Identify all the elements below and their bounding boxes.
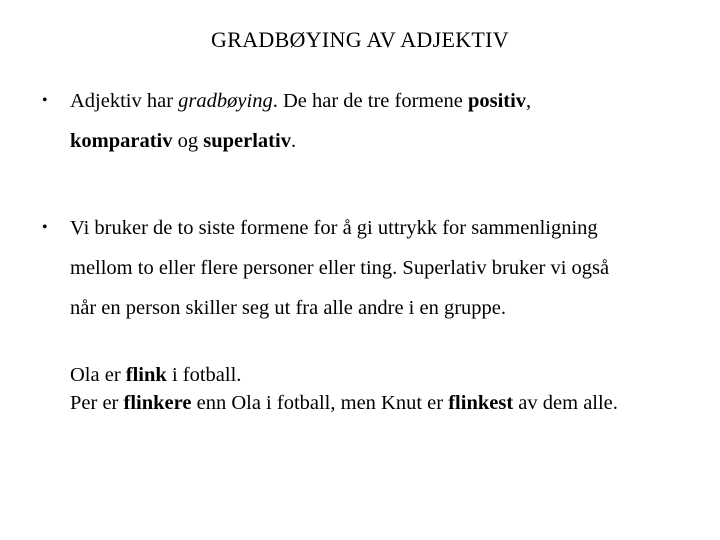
italic-term-gradboying: gradbøying [178,90,273,112]
bullet-text [70,87,690,167]
bullet-line: når en person skiller seg ut fra alle andre i en gruppe. [70,297,507,319]
text-run: i fotball. [166,364,242,386]
bold-term-flink: flink [125,364,167,386]
text-run: av dem alle. [513,392,618,414]
text-run: og [172,130,204,152]
bold-term-superlativ: superlativ [203,130,291,152]
bold-term-flinkest: flinkest [448,392,514,414]
bullet-point-icon: • [42,92,48,109]
example-sentences [70,361,618,417]
text-run: Ola er [70,364,126,386]
text-run: , [526,90,532,112]
bold-term-positiv: positiv [467,90,527,112]
text-run: . De har de tre formene [272,90,468,112]
bold-term-flinkere: flinkere [123,392,192,414]
bullet-text [70,214,690,334]
bullet-point-icon: • [42,219,48,236]
text-run: enn Ola i fotball, men Knut er [191,392,449,414]
bullet-line: Vi bruker de to siste formene for å gi uttrykk for sammenligning [70,217,598,239]
slide-title: GRADBØYING AV ADJEKTIV [211,27,509,52]
text-run: Adjektiv har [70,90,179,112]
bullet-line [70,127,690,155]
example-sentence [70,389,618,417]
text-run: Per er [70,392,124,414]
bold-term-komparativ: komparativ [70,130,173,152]
bullet-line [70,87,690,115]
bullet-line: mellom to eller flere personer eller ting. Superlativ bruker vi også [70,257,610,279]
text-run: . [290,130,297,152]
example-sentence [70,361,618,389]
